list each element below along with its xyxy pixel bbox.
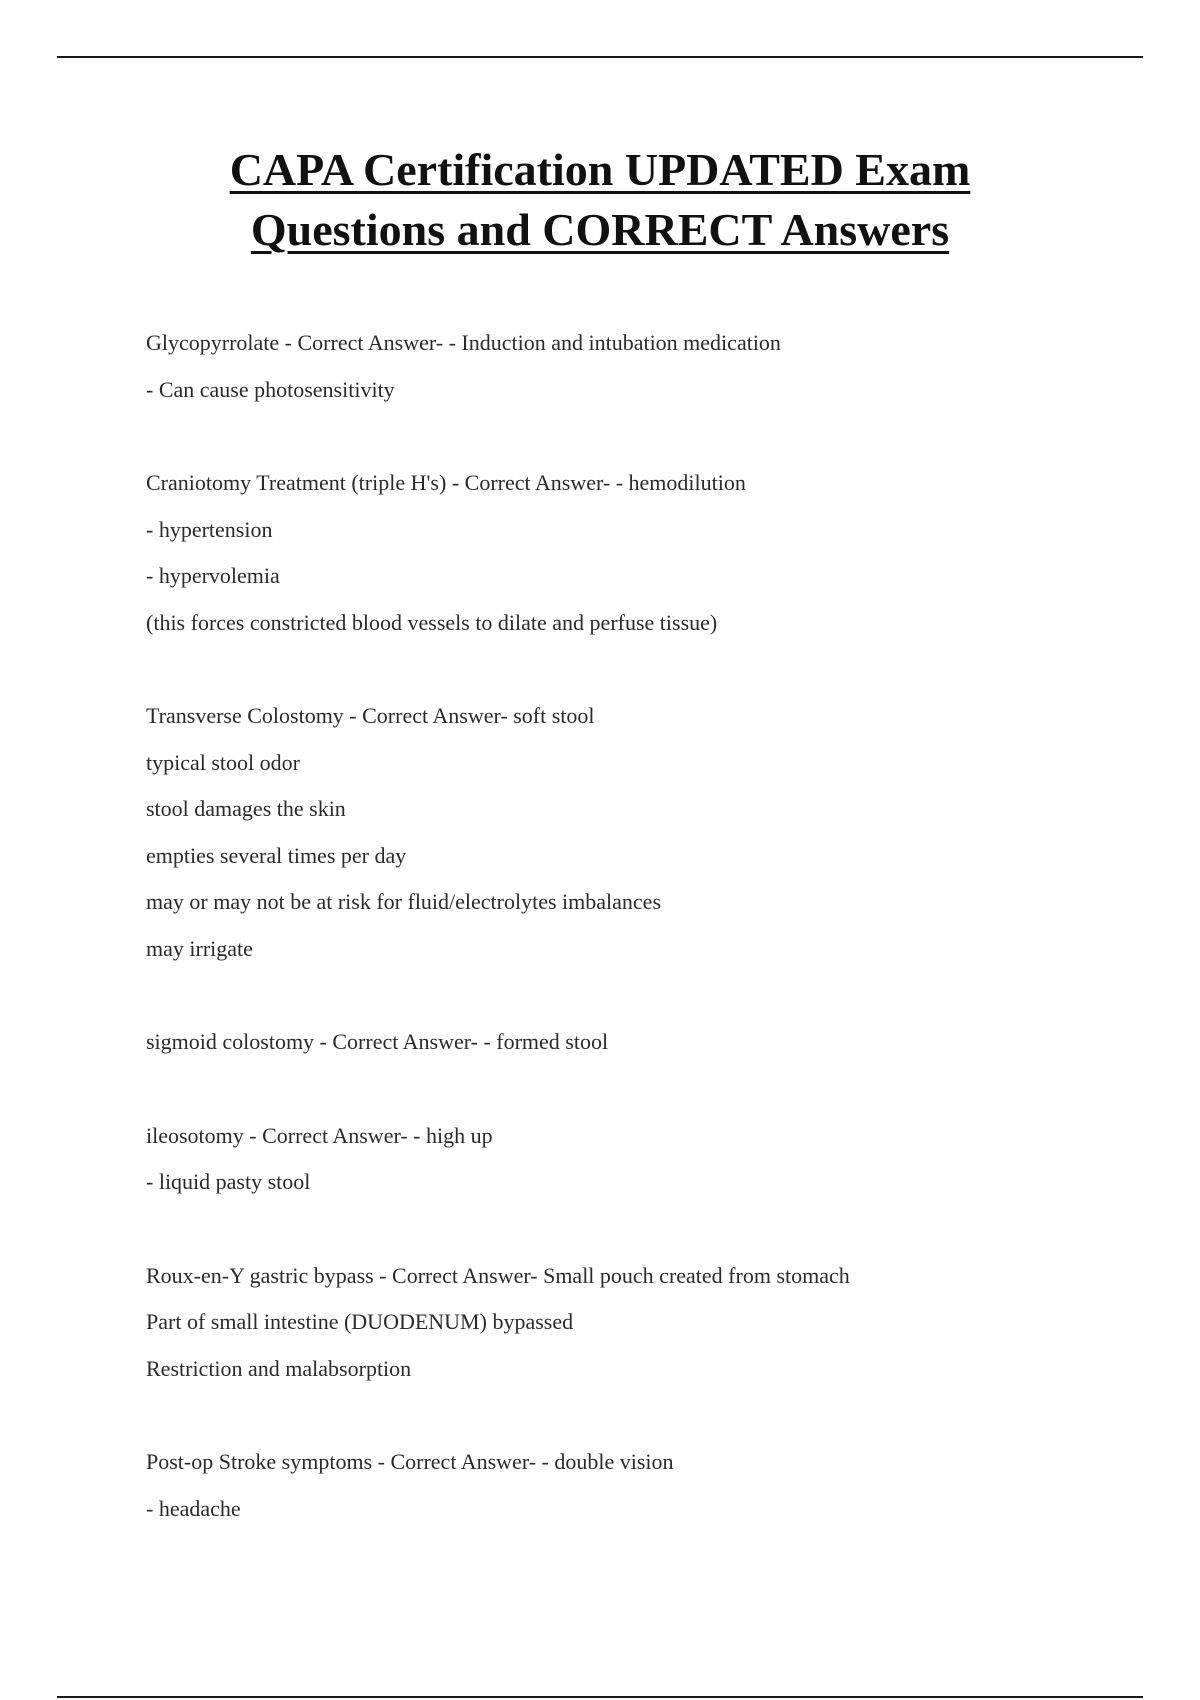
entry-line: Craniotomy Treatment (triple H's) - Correct Answer- - hemodilution — [146, 470, 746, 495]
top-rule — [57, 56, 1143, 58]
bottom-rule — [57, 1696, 1143, 1698]
entry-line: (this forces constricted blood vessels to dilate and perfuse tissue) — [146, 609, 718, 635]
entry-line: Restriction and malabsorption — [146, 1355, 412, 1381]
qa-entry-transverse-colostomy — [146, 693, 1146, 972]
page-title — [0, 140, 1200, 260]
entry-line: empties several times per day — [146, 842, 407, 868]
entry-line: Transverse Colostomy - Correct Answer- soft stool — [146, 703, 595, 728]
entry-line: ileosotomy - Correct Answer- - high up — [146, 1122, 493, 1148]
qa-entry-glycopyrrolate — [146, 320, 1146, 413]
title-line-2: Questions and CORRECT Answers — [250, 204, 950, 255]
entry-line: - liquid pasty stool — [146, 1169, 311, 1194]
entry-line: sigmoid colostomy - Correct Answer- - formed stool — [146, 1029, 609, 1054]
entry-line: - headache — [146, 1495, 241, 1521]
qa-entry-ileosotomy — [146, 1113, 1146, 1206]
title-line-1: CAPA Certification UPDATED Exam — [229, 144, 971, 195]
entry-line: may irrigate — [146, 935, 253, 961]
qa-list — [146, 320, 1146, 1579]
entry-line: - Can cause photosensitivity — [146, 376, 395, 402]
entry-line: Glycopyrrolate - Correct Answer- - Induction and intubation medication — [146, 330, 781, 355]
qa-entry-craniotomy — [146, 460, 1146, 646]
qa-entry-sigmoid-colostomy — [146, 1019, 1146, 1066]
qa-entry-post-op-stroke — [146, 1439, 1146, 1532]
entry-line: Roux-en-Y gastric bypass - Correct Answer- Small pouch created from stomach — [146, 1262, 850, 1288]
entry-line: - hypervolemia — [146, 563, 280, 588]
entry-line: stool damages the skin — [146, 796, 346, 821]
entry-line: Part of small intestine (DUODENUM) bypassed — [146, 1309, 574, 1334]
entry-line: - hypertension — [146, 516, 273, 542]
entry-line: typical stool odor — [146, 749, 300, 775]
entry-line: may or may not be at risk for fluid/electrolytes imbalances — [146, 889, 662, 914]
qa-entry-roux-en-y — [146, 1253, 1146, 1393]
entry-line: Post-op Stroke symptoms - Correct Answer- - double vision — [146, 1449, 674, 1474]
